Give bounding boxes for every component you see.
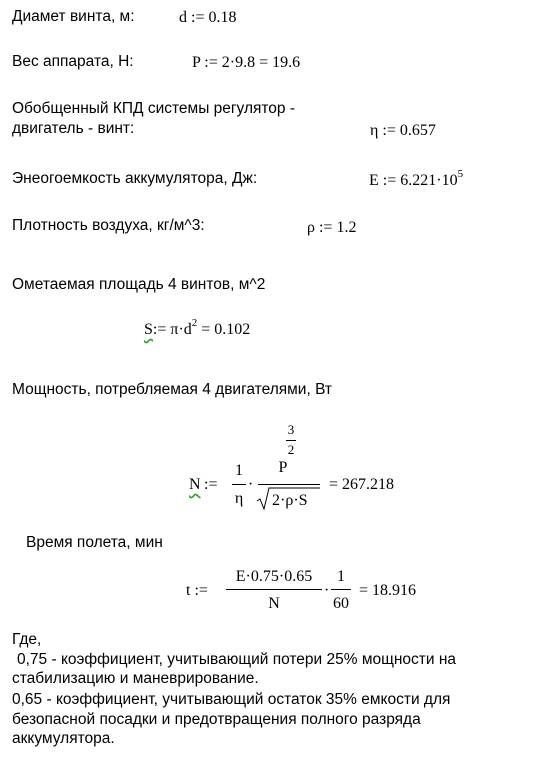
note2-line1: 0,65 - коэффициент, учитывающий остаток 35% емкости для — [12, 691, 451, 708]
weight-expression[interactable]: P := 2·9.8 = 19.6 — [192, 54, 301, 71]
time-result: = 18.916 — [359, 582, 417, 599]
note2-line3: аккумулятора. — [12, 730, 115, 747]
energy-label: Энеогоемкость аккумулятора, Дж: — [12, 170, 258, 187]
power-exponent-numerator: 3 — [287, 422, 295, 437]
where-label: Где, — [12, 631, 42, 648]
power-exponent-denominator: 2 — [287, 442, 295, 457]
note1-line2: стабилизацию и маневрирование. — [12, 670, 259, 687]
energy-expression[interactable] — [369, 168, 464, 191]
time-label: Время полета, мин — [26, 534, 163, 551]
power-assign: := — [204, 476, 218, 493]
area-result: = 0.102 — [201, 321, 251, 338]
time-denominator: N — [268, 595, 280, 612]
time-fraction-bar-2 — [331, 589, 351, 590]
time-variable: t := — [186, 582, 208, 599]
note2-line2: безопасной посадки и предотвращения полного разряда — [12, 711, 421, 728]
time-fraction-bar-1 — [226, 589, 322, 590]
area-expression[interactable] — [144, 317, 251, 340]
time-sixty: 60 — [333, 595, 349, 612]
power-eta: η — [234, 490, 244, 507]
area-variable: S — [144, 321, 153, 338]
diameter-label: Диамет винта, м: — [12, 8, 135, 25]
power-exponent-bar — [286, 440, 296, 441]
weight-label: Вес аппарата, Н: — [12, 53, 134, 70]
efficiency-label-line2: двигатель - винт: — [12, 120, 135, 137]
power-fraction-bar-2 — [258, 484, 320, 485]
area-exponent: 2 — [191, 317, 198, 329]
time-numerator: E·0.75·0.65 — [235, 568, 313, 585]
energy-expression-base: E := 6.221·10 — [369, 172, 458, 189]
power-dot: · — [248, 476, 254, 493]
time-dot: · — [324, 582, 330, 599]
power-result: = 267.218 — [329, 476, 395, 493]
density-label: Плотность воздуха, кг/м^3: — [12, 217, 205, 234]
efficiency-label-line1: Обобщенный КПД системы регулятор - — [12, 100, 296, 117]
power-variable: N — [189, 476, 201, 493]
area-definition: := π·d — [152, 321, 192, 338]
efficiency-expression[interactable]: η := 0.657 — [370, 122, 436, 139]
area-label: Ометаемая площадь 4 винтов, м^2 — [12, 276, 266, 293]
power-one: 1 — [235, 462, 243, 479]
density-expression[interactable]: ρ := 1.2 — [307, 219, 357, 236]
power-P: P — [278, 459, 288, 476]
time-one: 1 — [337, 568, 345, 585]
diameter-expression[interactable]: d := 0.18 — [179, 9, 237, 26]
power-label: Мощность, потребляемая 4 двигателями, Вт — [12, 381, 333, 398]
note1-line1: 0,75 - коэффициент, учитывающий потери 25% мощности на — [17, 651, 457, 668]
power-sqrt-body: 2·ρ·S — [272, 492, 308, 509]
power-fraction-bar-1 — [232, 484, 246, 485]
energy-expression-exponent: 5 — [457, 168, 464, 180]
